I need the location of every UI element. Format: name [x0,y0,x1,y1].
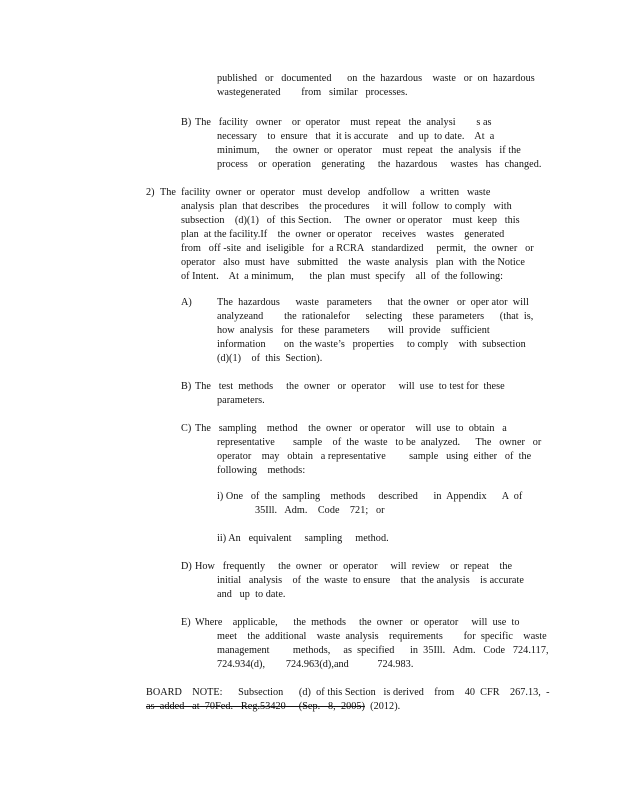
text-line: of Intent. At a minimum, the plan must specify all of the following: [181,271,503,282]
board-note-line-2 [146,700,550,714]
item-label: D) [181,561,192,572]
text-line: analysis plan that describes the procedures it will follow to comply with [181,201,512,212]
paragraph-2-body [181,200,534,284]
item-c-sampling-method [195,422,507,436]
text-line: minimum, the owner or operator must repeat the analysis if the [217,145,521,156]
item-label: A) [181,297,192,308]
text-line: information on the waste’s properties to comply with subsection [217,339,526,350]
text-line: ii) An equivalent sampling method. [217,533,389,544]
text-line: (d)(1) of this Section). [217,353,323,364]
text-line: Where applicable, the methods the owner or operator will use to [195,617,520,628]
item-d-continuation [217,574,524,602]
item-label: 2) [146,187,155,198]
text-line: published or documented on the hazardous waste or on hazardous [217,73,535,84]
text-line: representative sample of the waste to be analyzed. The owner or [217,437,542,448]
item-a-hazardous-parameters [217,296,533,366]
board-note [146,686,550,714]
text-line: plan at the facility.If the owner or operator receives wastes generated [181,229,505,240]
text-line: operator may obtain a representative sample using either of the [217,451,532,462]
text-line: operator also must have submitted the waste analysis plan with the Notice [181,257,525,268]
item-e-continuation [217,630,549,672]
text-line: The facility owner or operator must repeat the analysi s as [195,117,492,128]
text-line: i) One of the sampling methods described in Appendix A of [217,491,523,502]
item-label: E) [181,617,191,628]
text-line: The hazardous waste parameters that the owner or oper ator will [217,297,529,308]
text-line: management methods, as specified in 35Ill. Adm. Code 724.117, [217,645,549,656]
item-b-continuation [217,394,265,408]
text-line: and up to date. [217,589,286,600]
intro-paragraph [217,72,535,100]
item-c-continuation [217,436,541,478]
item-label: B) [181,381,192,392]
text-line: following methods: [217,465,306,476]
text-line: meet the additional waste analysis requirements for specific waste [217,631,547,642]
item-label: C) [181,423,192,434]
text-line: initial analysis of the waste to ensure that the analysis is accurate [217,575,524,586]
text-line: subsection (d)(1) of this Section. The owner or operator must keep this [181,215,520,226]
paragraph-b-continuation [217,130,541,172]
item-d-frequency [195,560,512,574]
paragraph-b-repeat-analysis [195,116,492,130]
text-line: The test methods the owner or operator will use to test for these [195,381,505,392]
item-label: B) [181,117,192,128]
text-line: how analysis for these parameters will provide sufficient [217,325,490,336]
subitem-i [217,490,522,504]
text-line: wastegenerated from similar processes. [217,87,408,98]
item-b-test-methods [195,380,505,394]
item-e-applicable-methods [195,616,520,630]
text-line: parameters. [217,395,265,406]
subitem-i-continuation [255,504,385,518]
paragraph-2-first-line [160,186,490,200]
text-line: 724.934(d), 724.963(d),and 724.983. [217,659,414,670]
text-line: process or operation generating the hazardous wastes has changed. [217,159,542,170]
text-line: 35Ill. Adm. Code 721; or [255,505,385,516]
text-line: The sampling method the owner or operator will use to obtain a [195,423,507,434]
text-line: necessary to ensure that it is accurate and up to date. At a [217,131,495,142]
board-note-year: (2012). [364,701,401,712]
text-line: How frequently the owner or operator will review or repeat the [195,561,513,572]
struck-text: as added at 70Fed. Reg.53420 (Sep. 8, 2005) [146,701,365,712]
text-line: The facility owner or operator must develop andfollow a written waste [160,187,491,198]
subitem-ii [217,532,389,546]
text-line: analyzeand the rationalefor selecting these parameters (that is, [217,311,534,322]
board-note-line: BOARD NOTE: Subsection (d) of this Section is derived from 40 CFR 267.13, - [146,687,550,698]
text-line: from off -site and iseligible for a RCRA standardized permit, the owner or [181,243,534,254]
